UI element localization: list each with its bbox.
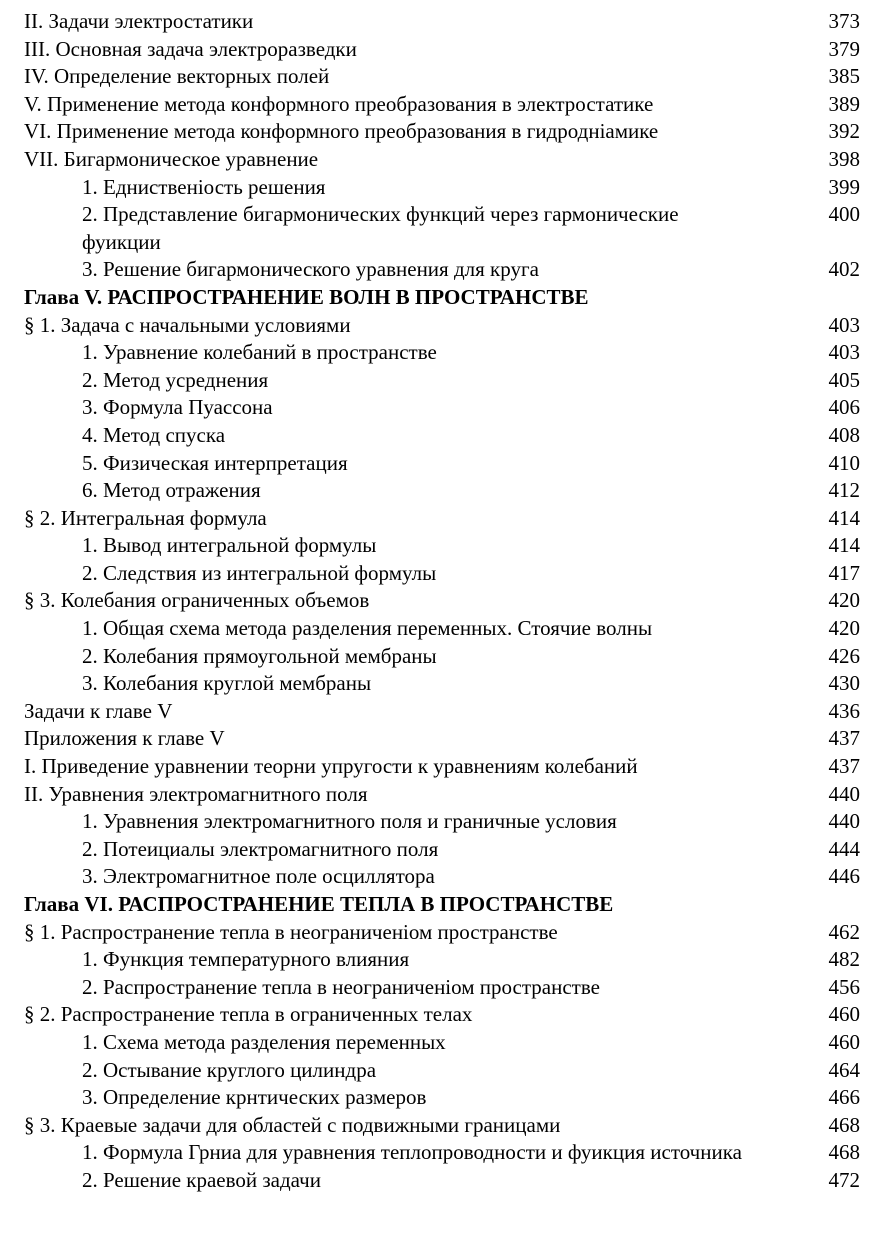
toc-entry — [24, 505, 860, 533]
toc-page-number: 466 — [828, 1085, 860, 1110]
toc-entry-title: 1. Уравнение колебаний в пространстве — [82, 340, 437, 365]
toc-entry-title: 2. Потеициалы электромагнитного поля — [82, 836, 439, 861]
toc-entry — [24, 8, 860, 36]
toc-subentry — [24, 1167, 860, 1195]
toc-entry — [24, 919, 860, 947]
toc-entry-title: Задачи к главе V — [24, 698, 173, 723]
toc-subentry — [24, 808, 860, 836]
toc-entry — [24, 36, 860, 64]
toc-subentry — [24, 174, 860, 202]
toc-entry-title: 5. Физическая интерпретация — [82, 450, 348, 475]
toc-page-number: 444 — [828, 836, 860, 861]
toc-entry — [24, 753, 860, 781]
toc-page-number: 417 — [828, 560, 860, 585]
toc-entry-title: Глава V. РАСПРОСТРАНЕНИЕ ВОЛН В ПРОСТРАНСТВЕ — [24, 284, 589, 309]
toc-entry-title: 2. Колебания прямоугольной мембраны — [82, 643, 437, 668]
toc-page-number: 403 — [828, 312, 860, 337]
chapter-heading — [24, 284, 860, 312]
toc-entry — [24, 63, 860, 91]
toc-entry-title: 1. Функция температурного влияния — [82, 947, 410, 972]
toc-subentry — [24, 367, 860, 395]
toc-page-number: 420 — [828, 616, 860, 641]
toc-page-number: 373 — [828, 9, 860, 33]
toc-page-number: 460 — [828, 1002, 860, 1027]
toc-page-number: 440 — [828, 781, 860, 806]
toc-entry-title: § 3. Краевые задачи для областей с подвижными границами — [24, 1112, 561, 1137]
toc-page-number: 402 — [828, 257, 860, 282]
toc-entry — [24, 725, 860, 753]
toc-entry-title: § 3. Колебания ограниченных объемов — [24, 588, 370, 613]
toc-page-number: 430 — [828, 671, 860, 696]
toc-entry-title: II. Уравнения электромагнитного поля — [24, 781, 368, 806]
toc-page-number: 468 — [828, 1140, 860, 1165]
toc-page-number: 437 — [828, 726, 860, 751]
toc-page-number: 436 — [828, 698, 860, 723]
toc-page-number: 385 — [828, 64, 860, 89]
toc-subentry — [24, 836, 860, 864]
toc-entry-title: I. Приведение уравнении теорни упругости к уравнениям колебаний — [24, 754, 638, 779]
toc-subentry — [24, 863, 860, 891]
toc-entry-title: 1. Общая схема метода разделения переменных. Стоячие волны — [82, 616, 653, 641]
toc-page-number: 408 — [828, 422, 860, 447]
toc-subentry — [24, 615, 860, 643]
toc-subentry — [24, 450, 860, 478]
toc-entry-title: 3. Электромагнитное поле осциллятора — [82, 864, 435, 889]
toc-page-number: 482 — [828, 947, 860, 972]
toc-entry — [24, 587, 860, 615]
toc-page-number: 437 — [828, 754, 860, 779]
toc-entry-title: 2. Представление бигармонических функций через гармонические фуикции — [82, 202, 679, 254]
toc-page-number: 414 — [828, 533, 860, 558]
toc-entry-title: 2. Решение краевой задачи — [82, 1167, 321, 1192]
toc-entry — [24, 91, 860, 119]
toc-entry-title: V. Применение метода конформного преобразования в электростатике — [24, 91, 654, 116]
toc-page-number: 426 — [828, 643, 860, 668]
toc-subentry — [24, 1057, 860, 1085]
toc-entry — [24, 1112, 860, 1140]
toc-entry-title: 6. Метод отражения — [82, 478, 261, 503]
toc-entry-title: 3. Колебания круглой мембраны — [82, 671, 372, 696]
toc-entry — [24, 146, 860, 174]
toc-subentry — [24, 670, 860, 698]
toc-page-number: 398 — [828, 146, 860, 171]
toc-entry-title: 1. Схема метода разделения переменных — [82, 1029, 446, 1054]
toc-entry-title: II. Задачи электростатики — [24, 9, 254, 33]
toc-entry-title: 3. Определение кpнтических размеров — [82, 1085, 427, 1110]
toc-page-number: 414 — [828, 505, 860, 530]
toc-page-number: 446 — [828, 864, 860, 889]
toc-entry-title: Глава VI. РАСПРОСТРАНЕНИЕ ТЕПЛА В ПРОСТРАНСТВЕ — [24, 892, 614, 916]
toc-page-number: 406 — [828, 395, 860, 420]
toc-page-number: 405 — [828, 367, 860, 392]
toc-entry-title: IV. Определение векторных полей — [24, 64, 330, 89]
toc-entry-title: VII. Бигармоническое уравнение — [24, 146, 319, 171]
toc-entry-title: 2. Метод усреднения — [82, 367, 269, 392]
toc-page-number: 462 — [828, 919, 860, 944]
toc-entry-title: 1. Едниственiость решения — [82, 174, 326, 199]
toc-page-number: 440 — [828, 809, 860, 834]
table-of-contents — [24, 8, 860, 1195]
toc-entry-title: 2. Следствия из интегральной формулы — [82, 560, 437, 585]
toc-page-number: 464 — [828, 1057, 860, 1082]
toc-page-number: 456 — [828, 974, 860, 999]
toc-page-number: 412 — [828, 478, 860, 503]
toc-entry-title: 1. Вывод интегральной формулы — [82, 533, 377, 558]
toc-subentry — [24, 974, 860, 1002]
toc-entry — [24, 698, 860, 726]
toc-page-number: 379 — [828, 36, 860, 61]
toc-subentry — [24, 1084, 860, 1112]
toc-entry — [24, 118, 860, 146]
toc-page-number: 392 — [828, 119, 860, 144]
toc-entry-title: 2. Остывание круглого цилиндра — [82, 1057, 377, 1082]
toc-page-number: 420 — [828, 588, 860, 613]
toc-entry-title: § 1. Распространение тепла в неограниченiом пространстве — [24, 919, 558, 944]
toc-page-number: 403 — [828, 340, 860, 365]
toc-subentry — [24, 201, 860, 256]
toc-page-number: 400 — [828, 202, 860, 227]
toc-entry-title: VI. Применение метода конформного преобразования в гидроднiамике — [24, 119, 659, 144]
toc-entry-title: § 2. Распространение тепла в ограниченных телах — [24, 1002, 473, 1027]
toc-entry-title: § 1. Задача с начальными условиями — [24, 312, 351, 337]
toc-subentry — [24, 946, 860, 974]
toc-entry-title: 1. Уравнения электромагнитного поля и граничные условия — [82, 809, 617, 834]
toc-entry — [24, 781, 860, 809]
toc-page-number: 389 — [828, 91, 860, 116]
toc-page-number: 399 — [828, 174, 860, 199]
toc-entry-title: Приложения к главе V — [24, 726, 225, 751]
toc-entry — [24, 312, 860, 340]
toc-page-number: 472 — [828, 1167, 860, 1192]
toc-subentry — [24, 256, 860, 284]
toc-page-number: 468 — [828, 1112, 860, 1137]
toc-entry-title: 2. Распространение тепла в неограниченiом пространстве — [82, 974, 600, 999]
chapter-heading — [24, 891, 860, 919]
toc-page-number: 460 — [828, 1029, 860, 1054]
toc-entry-title: III. Основная задача электроразведки — [24, 36, 357, 61]
toc-subentry — [24, 532, 860, 560]
toc-subentry — [24, 1029, 860, 1057]
toc-subentry — [24, 643, 860, 671]
toc-subentry — [24, 1139, 860, 1167]
toc-page-number: 410 — [828, 450, 860, 475]
toc-entry-title: 4. Метод спуска — [82, 422, 226, 447]
toc-entry-title: 3. Формула Пуассона — [82, 395, 273, 420]
toc-entry — [24, 1001, 860, 1029]
toc-entry-title: 1. Формула Грниа для уравнения теплопроводности и фуикция источника — [82, 1140, 742, 1165]
toc-subentry — [24, 560, 860, 588]
toc-subentry — [24, 394, 860, 422]
toc-entry-title: § 2. Интегральная формула — [24, 505, 267, 530]
toc-subentry — [24, 477, 860, 505]
toc-subentry — [24, 422, 860, 450]
toc-entry-title: 3. Решение бигармонического уравнения для круга — [82, 257, 539, 282]
toc-subentry — [24, 339, 860, 367]
